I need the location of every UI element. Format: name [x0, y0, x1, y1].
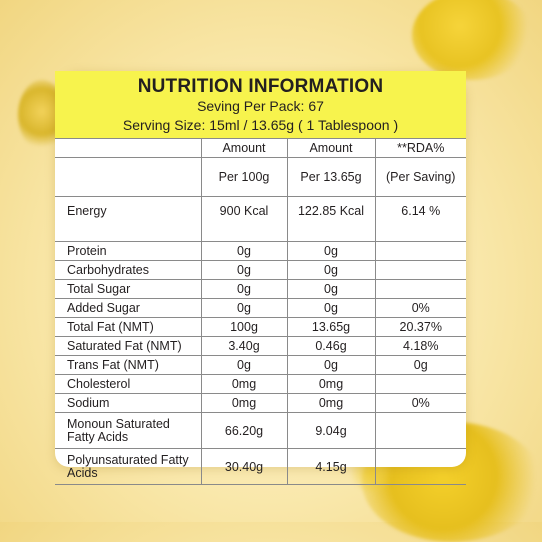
- nutrient-label: Monoun Saturated Fatty Acids: [55, 413, 201, 449]
- nutrient-label: Saturated Fat (NMT): [55, 337, 201, 356]
- table-row: [55, 280, 466, 299]
- value-per-100g: 0mg: [201, 375, 287, 394]
- header-per-serve: Per 13.65g: [287, 158, 375, 197]
- nutrient-label: Carbohydrates: [55, 261, 201, 280]
- nutrition-table: [55, 139, 466, 485]
- table-row: [55, 197, 466, 242]
- value-rda: [375, 261, 466, 280]
- value-per-100g: 3.40g: [201, 337, 287, 356]
- header-amount-1: Amount: [201, 139, 287, 158]
- value-rda: 0g: [375, 356, 466, 375]
- nutrient-label: Cholesterol: [55, 375, 201, 394]
- header-row-amount: [55, 139, 466, 158]
- nutrient-label: Added Sugar: [55, 299, 201, 318]
- value-per-100g: 0g: [201, 242, 287, 261]
- table-row: [55, 337, 466, 356]
- table-row: [55, 394, 466, 413]
- value-per-100g: 900 Kcal: [201, 197, 287, 242]
- table-row: [55, 299, 466, 318]
- table-row: [55, 318, 466, 337]
- nutrient-label: Energy: [55, 197, 201, 242]
- value-per-serve: 0g: [287, 299, 375, 318]
- nutrient-label: Trans Fat (NMT): [55, 356, 201, 375]
- table-row: [55, 242, 466, 261]
- header-per-saving: (Per Saving): [375, 158, 466, 197]
- value-per-serve: 4.15g: [287, 449, 375, 485]
- value-per-serve: 13.65g: [287, 318, 375, 337]
- serving-size: Serving Size: 15ml / 13.65g ( 1 Tablespoon ): [122, 117, 399, 133]
- nutrient-label: Sodium: [55, 394, 201, 413]
- value-rda: 0%: [375, 299, 466, 318]
- nutrient-label: Total Fat (NMT): [55, 318, 201, 337]
- value-per-100g: 0g: [201, 356, 287, 375]
- nutrient-label: Protein: [55, 242, 201, 261]
- value-rda: [375, 280, 466, 299]
- value-rda: [375, 413, 466, 449]
- value-per-100g: 30.40g: [201, 449, 287, 485]
- nutrient-label: Total Sugar: [55, 280, 201, 299]
- panel-title: NUTRITION INFORMATION: [137, 76, 384, 97]
- value-rda: 0%: [375, 394, 466, 413]
- panel-header: [55, 71, 466, 139]
- table-row: [55, 356, 466, 375]
- value-rda: 6.14 %: [375, 197, 466, 242]
- value-per-serve: 0g: [287, 242, 375, 261]
- mustard-flower-top-right: [412, 0, 532, 80]
- header-blank: [55, 158, 201, 197]
- value-rda: 20.37%: [375, 318, 466, 337]
- value-rda: [375, 242, 466, 261]
- value-per-serve: 9.04g: [287, 413, 375, 449]
- nutrition-panel: [55, 71, 466, 480]
- table-row: [55, 375, 466, 394]
- value-per-serve: 0mg: [287, 394, 375, 413]
- value-per-serve: 0.46g: [287, 337, 375, 356]
- value-per-100g: 0g: [201, 261, 287, 280]
- header-amount-2: Amount: [287, 139, 375, 158]
- servings-per-pack: Seving Per Pack: 67: [197, 98, 324, 114]
- header-row-basis: [55, 158, 466, 197]
- value-rda: [375, 449, 466, 485]
- value-per-serve: 122.85 Kcal: [287, 197, 375, 242]
- value-per-100g: 100g: [201, 318, 287, 337]
- table-row: [55, 261, 466, 280]
- table-row: [55, 413, 466, 449]
- value-per-100g: 66.20g: [201, 413, 287, 449]
- value-per-serve: 0mg: [287, 375, 375, 394]
- value-per-100g: 0g: [201, 299, 287, 318]
- value-per-serve: 0g: [287, 261, 375, 280]
- value-per-serve: 0g: [287, 280, 375, 299]
- table-row: [55, 449, 466, 485]
- nutrient-label: Polyunsaturated Fatty Acids: [55, 449, 201, 485]
- value-per-serve: 0g: [287, 356, 375, 375]
- header-rda: **RDA%: [375, 139, 466, 158]
- header-blank: [55, 139, 201, 158]
- header-per-100g: Per 100g: [201, 158, 287, 197]
- value-per-100g: 0g: [201, 280, 287, 299]
- value-rda: 4.18%: [375, 337, 466, 356]
- value-per-100g: 0mg: [201, 394, 287, 413]
- value-rda: [375, 375, 466, 394]
